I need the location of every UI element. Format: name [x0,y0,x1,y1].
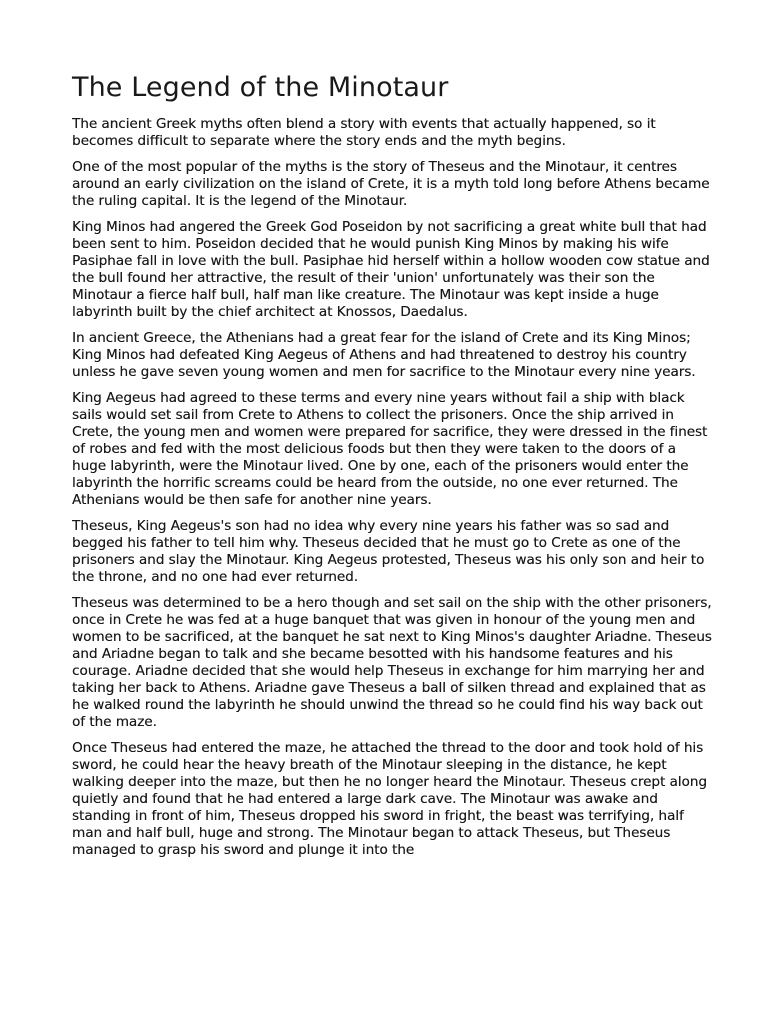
paragraph-ariadne: Theseus was determined to be a hero though and set sail on the ship with the other prisoners, once in Crete he was fed at a huge banquet that was given in honour of the young men and women to be sacrificed, at the banquet he sat next to King Minos's daughter Ariadne. Theseus and Ariadne began to talk and she became besotted with his handsome features and his courage. Ariadne decided that she would help Theseus in exchange for him marrying her and taking her back to Athens. Ariadne gave Theseus a ball of silken thread and explained that as he walked round the labyrinth he should unwind the thread so he could find his way back out of the maze. [72,595,712,730]
document-page [72,70,712,868]
paragraph-theseus-decision: Theseus, King Aegeus's son had no idea why every nine years his father was so sad and begged his father to tell him why. Theseus decided that he must go to Crete as one of the prisoners and slay the Minotaur. King Aegeus protested, Theseus was his only son and heir to the throne, and no one had ever returned. [72,518,705,585]
paragraph-theseus-minotaur: One of the most popular of the myths is the story of Theseus and the Minotaur, it centres around an early civilization on the island of Crete, it is a myth told long before Athens became the ruling capital. It is the legend of the Minotaur. [72,159,710,209]
paragraph-maze: Once Theseus had entered the maze, he attached the thread to the door and took hold of his sword, he could hear the heavy breath of the Minotaur sleeping in the distance, he kept walking deeper into the maze, but then he no longer heard the Minotaur. Theseus crept along quietly and found that he had entered a large dark cave. The Minotaur was awake and standing in front of him, Theseus dropped his sword in fright, the beast was terrifying, half man and half bull, huge and strong. The Minotaur began to attack Theseus, but Theseus managed to grasp his sword and plunge it into the [72,740,707,858]
paragraph-black-sails: King Aegeus had agreed to these terms and every nine years without fail a ship with black sails would set sail from Crete to Athens to collect the prisoners. Once the ship arrived in Crete, the young men and women were prepared for sacrifice, they were dressed in the finest of robes and fed with the most delicious foods but then they were taken to the doors of a huge labyrinth, were the Minotaur lived. One by one, each of the prisoners would enter the labyrinth the horrific screams could be heard from the outside, no one ever returned. The Athenians would be then safe for another nine years. [72,390,708,508]
paragraph-athenians-fear: In ancient Greece, the Athenians had a great fear for the island of Crete and its King Minos; King Minos had defeated King Aegeus of Athens and had threatened to destroy his country unless he gave seven young women and men for sacrifice to the Minotaur every nine years. [72,330,696,380]
paragraph-king-minos: King Minos had angered the Greek God Poseidon by not sacrificing a great white bull that had been sent to him. Poseidon decided that he would punish King Minos by making his wife Pasiphae fall in love with the bull. Pasiphae hid herself within a hollow wooden cow statue and the bull found her attractive, the result of their 'union' unfortunately was their son the Minotaur a fierce half bull, half man like creature. The Minotaur was kept inside a huge labyrinth built by the chief architect at Knossos, Daedalus. [72,219,710,320]
paragraph-intro: The ancient Greek myths often blend a story with events that actually happened, so it becomes difficult to separate where the story ends and the myth begins. [72,116,656,149]
document-title: The Legend of the Minotaur [72,72,449,103]
